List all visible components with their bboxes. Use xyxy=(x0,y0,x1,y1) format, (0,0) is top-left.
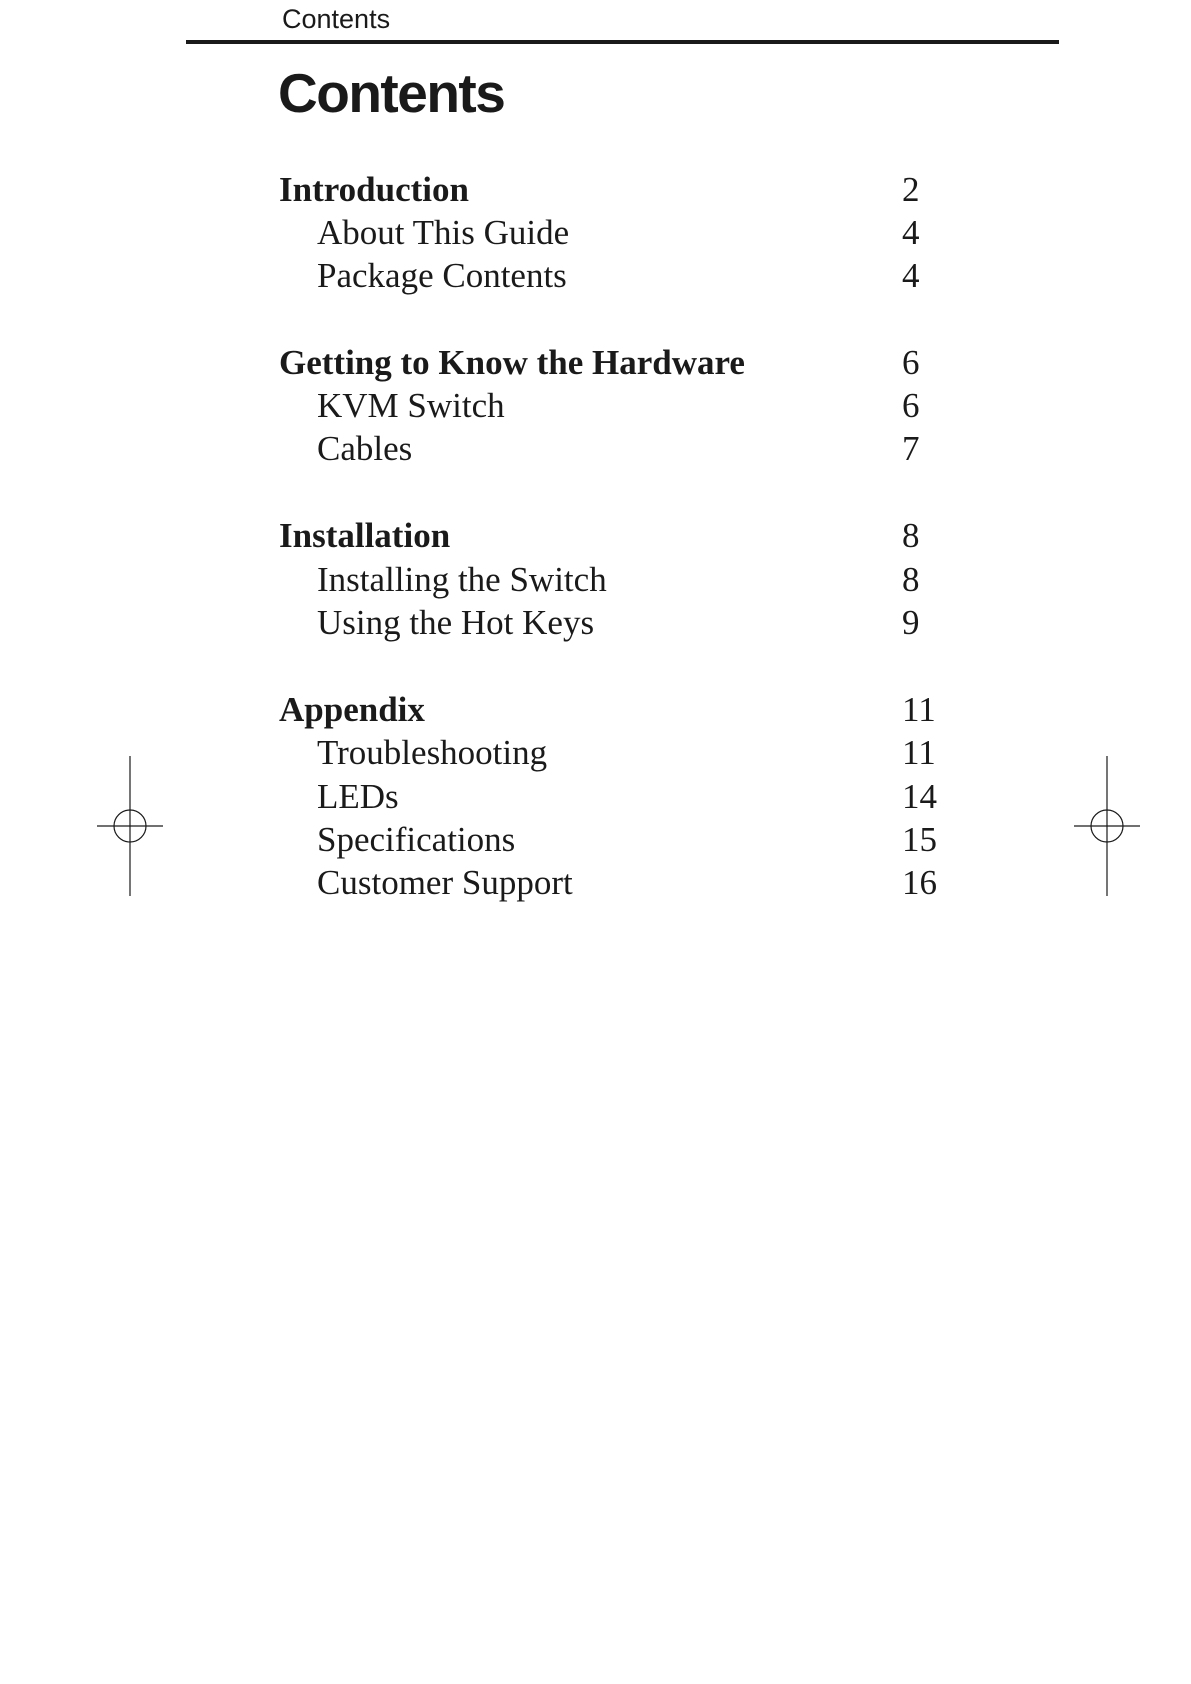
toc-item-cables[interactable] xyxy=(0,427,1191,471)
toc-page-number: 11 xyxy=(902,690,936,729)
toc-page-number: 6 xyxy=(902,386,920,425)
toc-page-number: 4 xyxy=(902,256,920,295)
toc-page-number: 7 xyxy=(902,429,920,468)
toc-section-hardware[interactable] xyxy=(0,341,1191,385)
toc-item-customer-support[interactable] xyxy=(0,861,1191,905)
toc-item-installing-the-switch[interactable] xyxy=(0,558,1191,602)
toc-item-label: Package Contents xyxy=(317,256,567,295)
toc-page-number: 15 xyxy=(902,820,937,859)
toc-section-title: Getting to Know the Hardware xyxy=(279,343,745,382)
registration-mark-left-icon xyxy=(95,756,165,896)
toc-page-number: 4 xyxy=(902,213,920,252)
toc-item-using-the-hot-keys[interactable] xyxy=(0,601,1191,645)
toc-item-label: Troubleshooting xyxy=(317,733,548,772)
toc-item-label: Installing the Switch xyxy=(317,560,607,599)
toc-page-number: 11 xyxy=(902,733,936,772)
toc-item-label: LEDs xyxy=(317,777,399,816)
toc-item-troubleshooting[interactable] xyxy=(0,731,1191,775)
toc-item-about-this-guide[interactable] xyxy=(0,211,1191,255)
toc-item-leds[interactable] xyxy=(0,775,1191,819)
toc-page-number: 6 xyxy=(902,343,920,382)
toc-item-specifications[interactable] xyxy=(0,818,1191,862)
toc-item-label: Using the Hot Keys xyxy=(317,603,595,642)
toc-section-title: Installation xyxy=(279,516,451,555)
toc-item-label: Specifications xyxy=(317,820,516,859)
toc-item-label: About This Guide xyxy=(317,213,570,252)
toc-section-title: Appendix xyxy=(279,690,425,729)
running-head: Contents xyxy=(282,4,391,34)
toc-section-installation[interactable] xyxy=(0,514,1191,558)
toc-item-label: Cables xyxy=(317,429,413,468)
toc-page-number: 8 xyxy=(902,516,920,555)
toc-item-label: Customer Support xyxy=(317,863,573,902)
toc-item-label: KVM Switch xyxy=(317,386,505,425)
toc-item-kvm-switch[interactable] xyxy=(0,384,1191,428)
page-title: Contents xyxy=(278,62,505,124)
toc-page-number: 2 xyxy=(902,170,920,209)
toc-page-number: 8 xyxy=(902,560,920,599)
toc-section-title: Introduction xyxy=(279,170,469,209)
toc-page-number: 14 xyxy=(902,777,937,816)
toc-section-appendix[interactable] xyxy=(0,688,1191,732)
toc-page-number: 16 xyxy=(902,863,937,902)
registration-mark-right-icon xyxy=(1072,756,1142,896)
toc-section-introduction[interactable] xyxy=(0,168,1191,212)
toc-item-package-contents[interactable] xyxy=(0,254,1191,298)
toc-page-number: 9 xyxy=(902,603,920,642)
